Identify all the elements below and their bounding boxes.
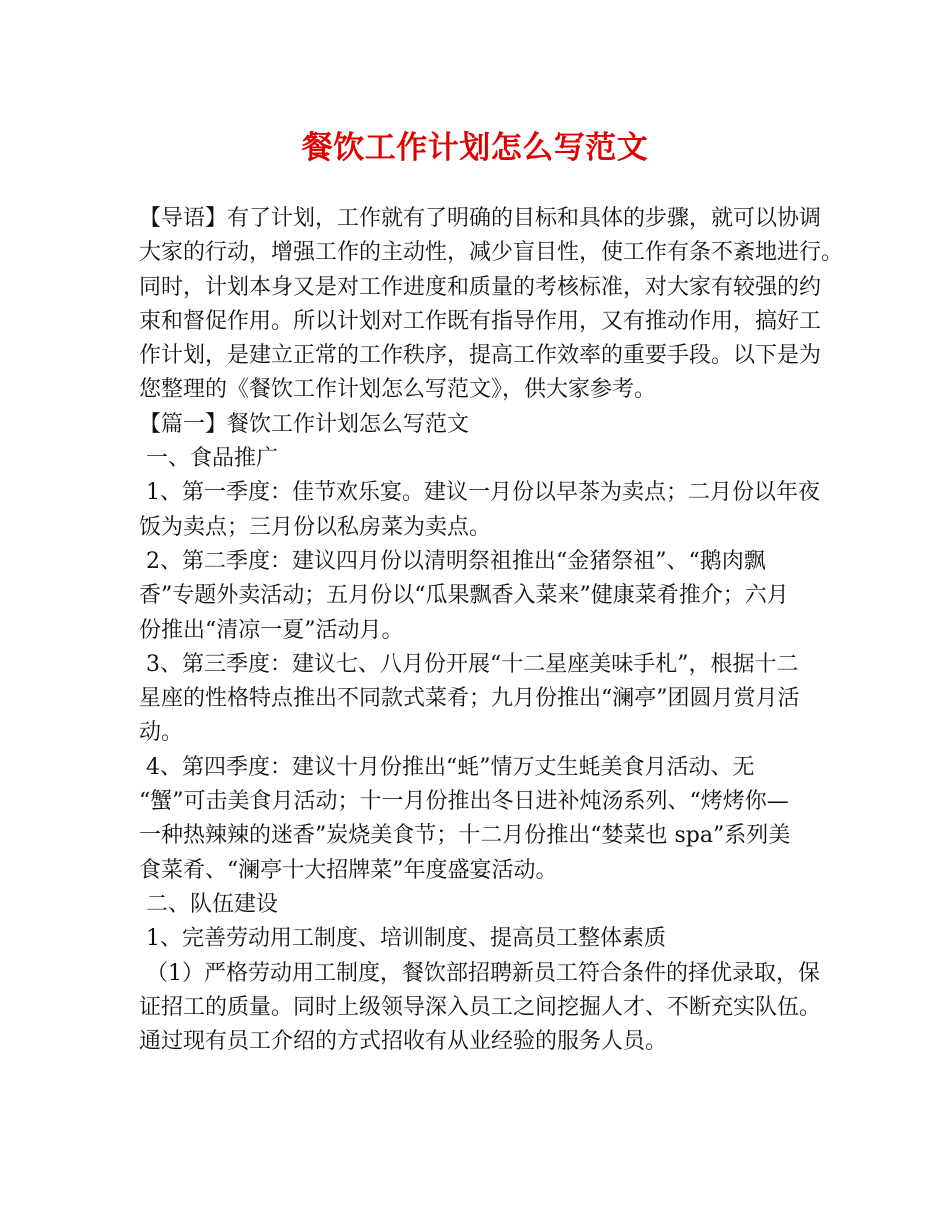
body-line: 同时，计划本身又是对工作进度和质量的考核标准，对大家有较强的约 xyxy=(139,274,822,300)
document-title: 餐饮工作计划怎么写范文 xyxy=(301,130,649,166)
section-heading: 【篇一】餐饮工作计划怎么写范文 xyxy=(139,411,470,437)
body-line: 2、第二季度：建议四月份以清明祭祖推出“金猪祭祖”、“鹅肉飘 xyxy=(139,548,766,574)
body-line: 饭为卖点；三月份以私房菜为卖点。 xyxy=(139,514,492,540)
body-line: 香”专题外卖活动；五月份以“瓜果飘香入菜来”健康菜肴推介；六月 xyxy=(139,583,789,609)
body-line: “蟹”可击美食月活动；十一月份推出冬日进补炖汤系列、“烤烤你— xyxy=(139,789,789,815)
document-body xyxy=(139,202,844,1059)
body-line: 作计划，是建立正常的工作秩序，提高工作效率的重要手段。以下是为 xyxy=(139,343,822,369)
body-line: 【导语】有了计划，工作就有了明确的目标和具体的步骤，就可以协调 xyxy=(139,206,822,231)
body-line: 证招工的质量。同时上级领导深入员工之间挖掘人才、不断充实队伍。 xyxy=(139,994,822,1020)
body-line: 星座的性格特点推出不同款式菜肴；九月份推出“澜亭”团圆月赏月活 xyxy=(139,686,800,712)
body-line: 1、完善劳动用工制度、培训制度、提高员工整体素质 xyxy=(139,926,666,952)
body-line: （1）严格劳动用工制度，餐饮部招聘新员工符合条件的择优录取，保 xyxy=(139,960,820,986)
body-line: 动。 xyxy=(139,720,184,746)
body-line: 份推出“清凉一夏”活动月。 xyxy=(139,617,404,643)
body-line: 束和督促作用。所以计划对工作既有指导作用，又有推动作用，搞好工 xyxy=(139,308,822,334)
body-line: 食菜肴、“澜亭十大招牌菜”年度盛宴活动。 xyxy=(139,857,558,883)
subsection-heading: 二、队伍建设 xyxy=(139,891,278,917)
body-line: 通过现有员工介绍的方式招收有从业经验的服务人员。 xyxy=(139,1029,668,1055)
body-line: 大家的行动，增强工作的主动性，减少盲目性，使工作有条不紊地进行。 xyxy=(139,240,844,266)
body-line: 一种热辣辣的迷香”炭烧美食节；十二月份推出“婪菜也 spa”系列美 xyxy=(139,823,791,849)
subsection-heading: 一、食品推广 xyxy=(139,446,278,472)
body-line: 4、第四季度：建议十月份推出“蚝”情万丈生蚝美食月活动、无 xyxy=(139,754,755,780)
body-line: 3、第三季度：建议七、八月份开展“十二星座美味手札”，根据十二 xyxy=(139,651,799,677)
body-line: 1、第一季度：佳节欢乐宴。建议一月份以早茶为卖点；二月份以年夜 xyxy=(139,480,820,506)
body-line: 您整理的《餐饮工作计划怎么写范文》，供大家参考。 xyxy=(139,377,657,403)
